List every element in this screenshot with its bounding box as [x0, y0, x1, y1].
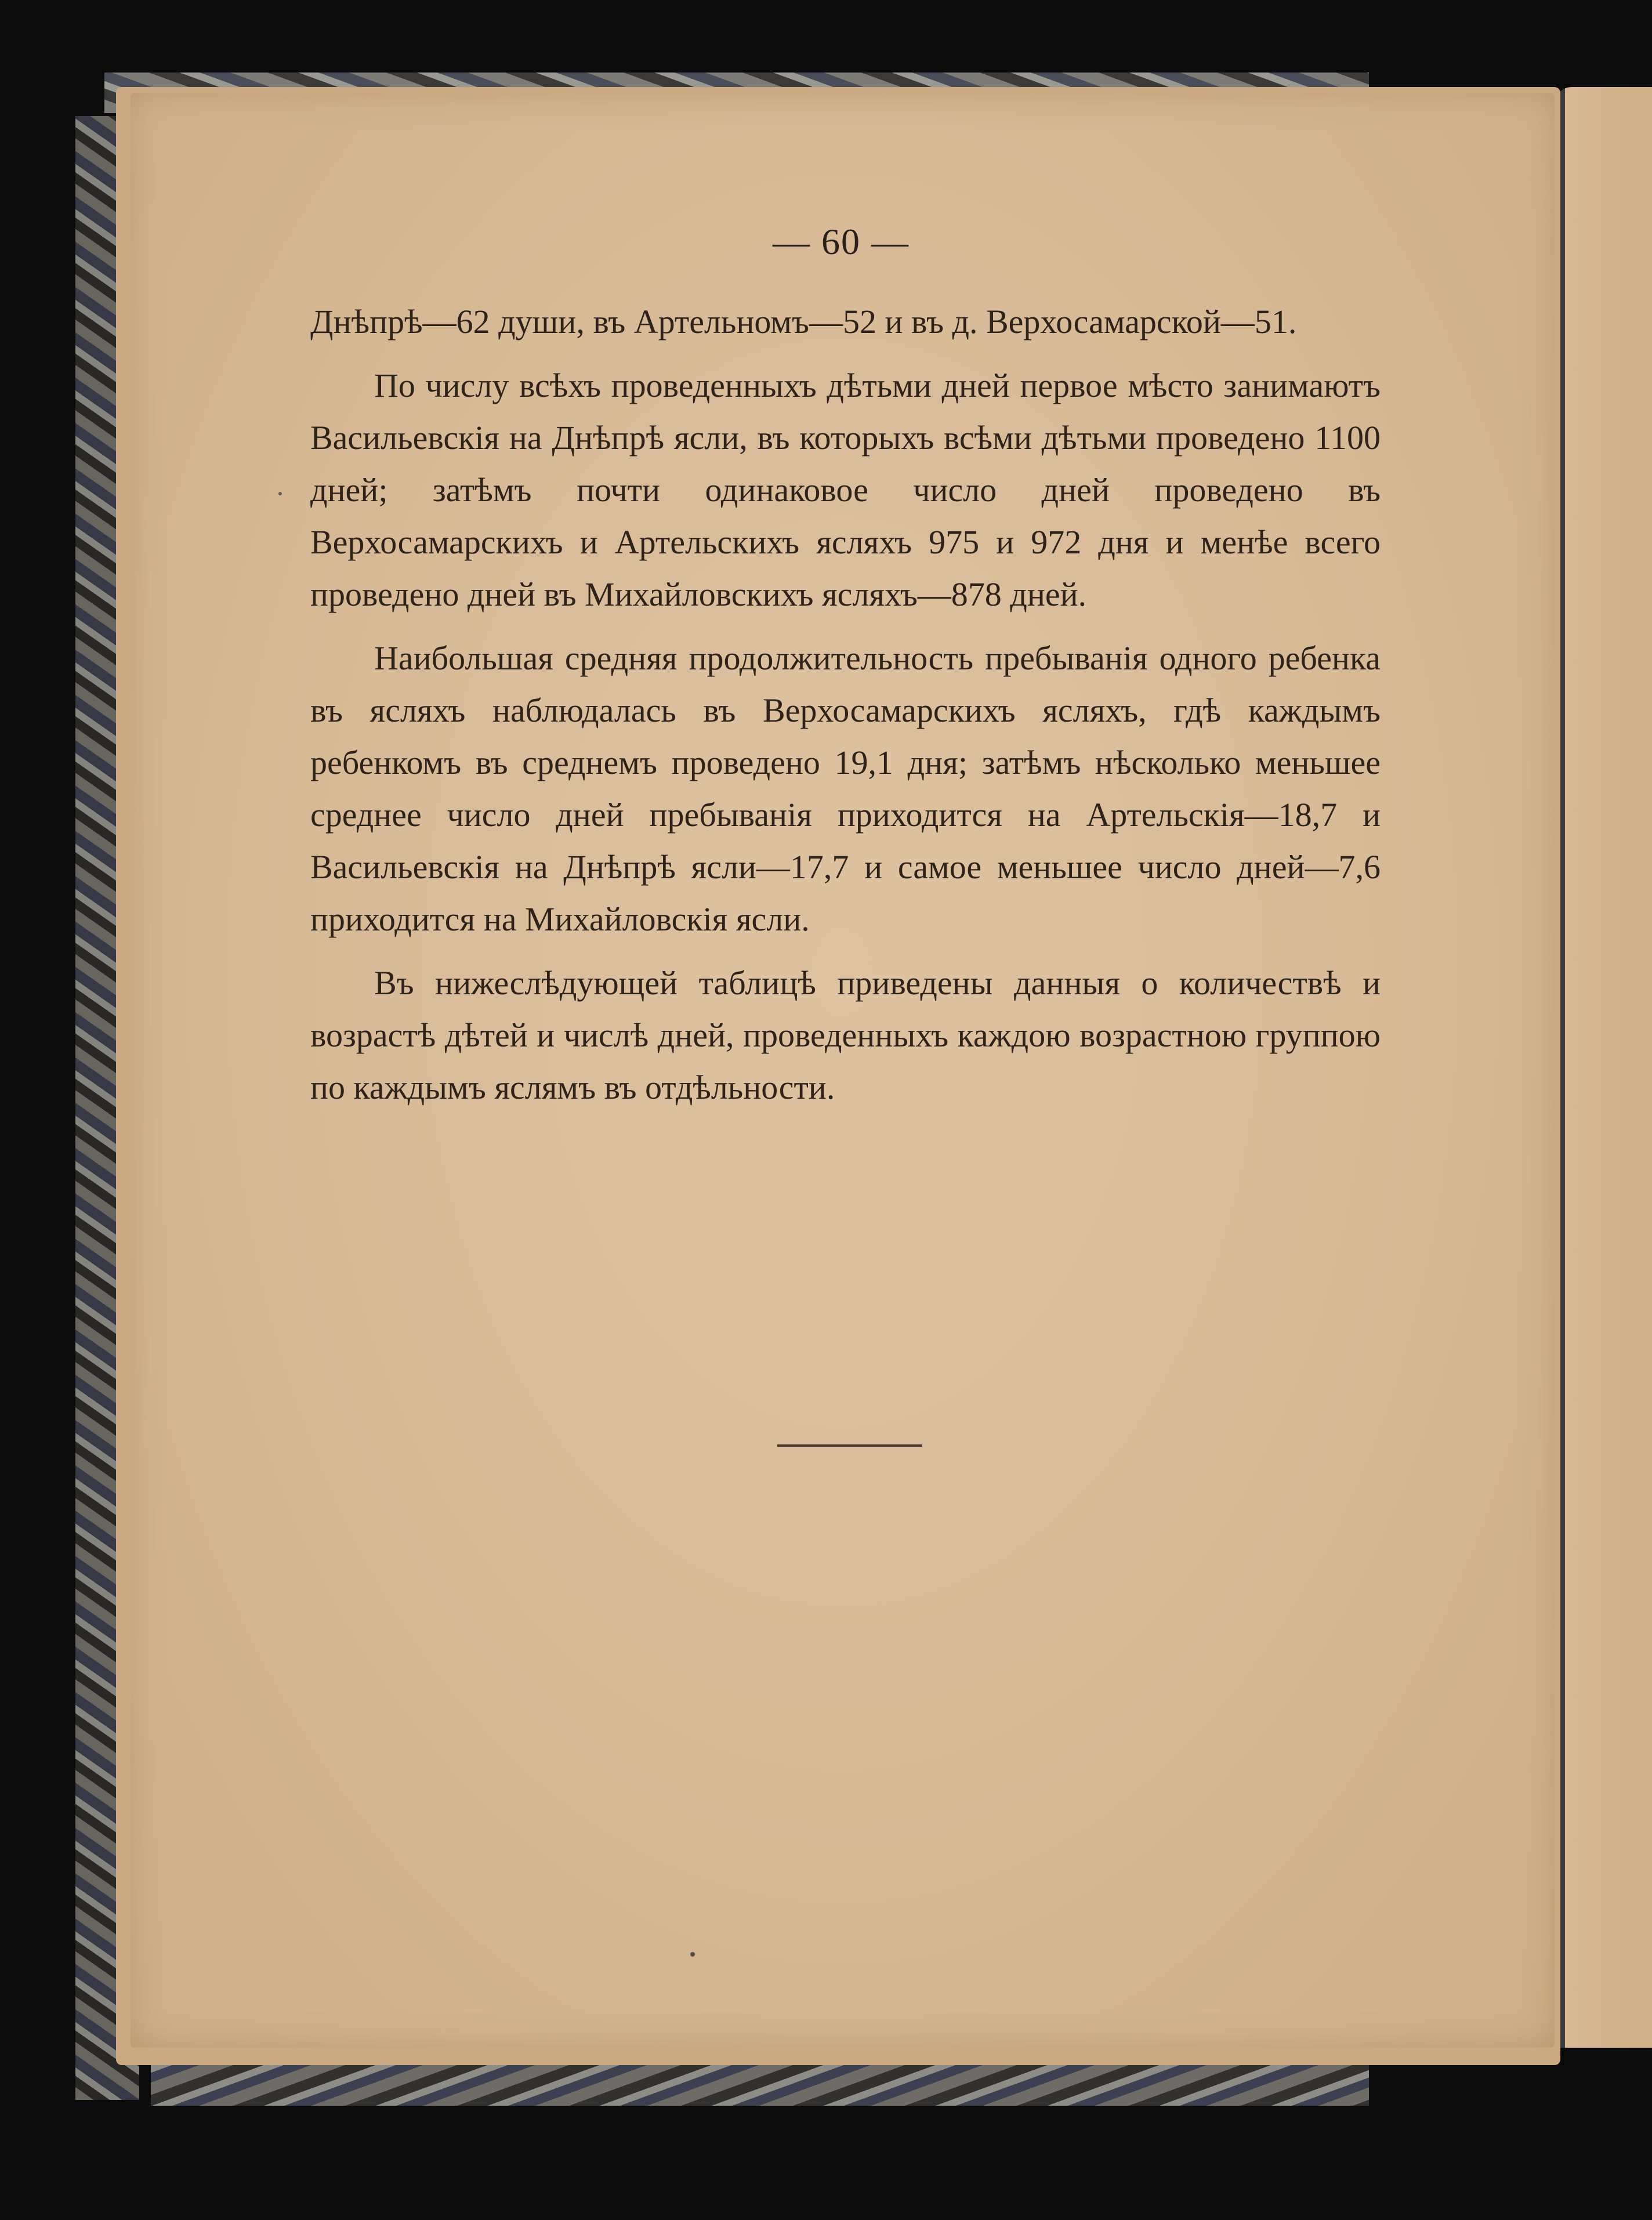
margin-mark	[278, 492, 282, 495]
section-divider	[777, 1444, 922, 1447]
body-text	[310, 296, 1381, 1125]
paragraph-table-intro: Въ нижеслѣдующей таблицѣ приведены данныя о количествѣ и возрастѣ дѣтей и числѣ дней, проведенныхъ каждою возрастною группою по каждымъ яслямъ въ отдѣльности.	[310, 964, 1381, 1106]
paragraph-continuation: Днѣпрѣ—62 души, въ Артельномъ—52 и въ д. Верхосамарской—51.	[310, 303, 1297, 341]
page-speck	[690, 1952, 695, 1957]
page-number: — 60 —	[773, 221, 910, 262]
facing-page-edge	[1555, 87, 1652, 2048]
paragraph-days-spent: По числу всѣхъ проведенныхъ дѣтьми дней первое мѣсто занимаютъ Васильевскія на Днѣпрѣ ясли, въ которыхъ всѣми дѣтьми проведено 1100 дней; затѣмъ почти одинаковое число дней проведено въ Верхосамарскихъ и Артельскихъ ясляхъ 975 и 972 дня и менѣе всего проведено дней въ Михайловскихъ ясляхъ—878 дней.	[310, 367, 1381, 613]
paragraph-average-stay: Наибольшая средняя продолжительность пребыванія одного ребенка въ ясляхъ наблюдалась въ Верхосамарскихъ ясляхъ, гдѣ каждымъ ребенкомъ въ среднемъ проведено 19,1 дня; затѣмъ нѣсколько меньшее среднее число дней пребыванія приходится на Артельскія—18,7 и Васильевскія на Днѣпрѣ ясли—17,7 и самое меньшее число дней—7,6 приходится на Михайловскія ясли.	[310, 639, 1381, 938]
